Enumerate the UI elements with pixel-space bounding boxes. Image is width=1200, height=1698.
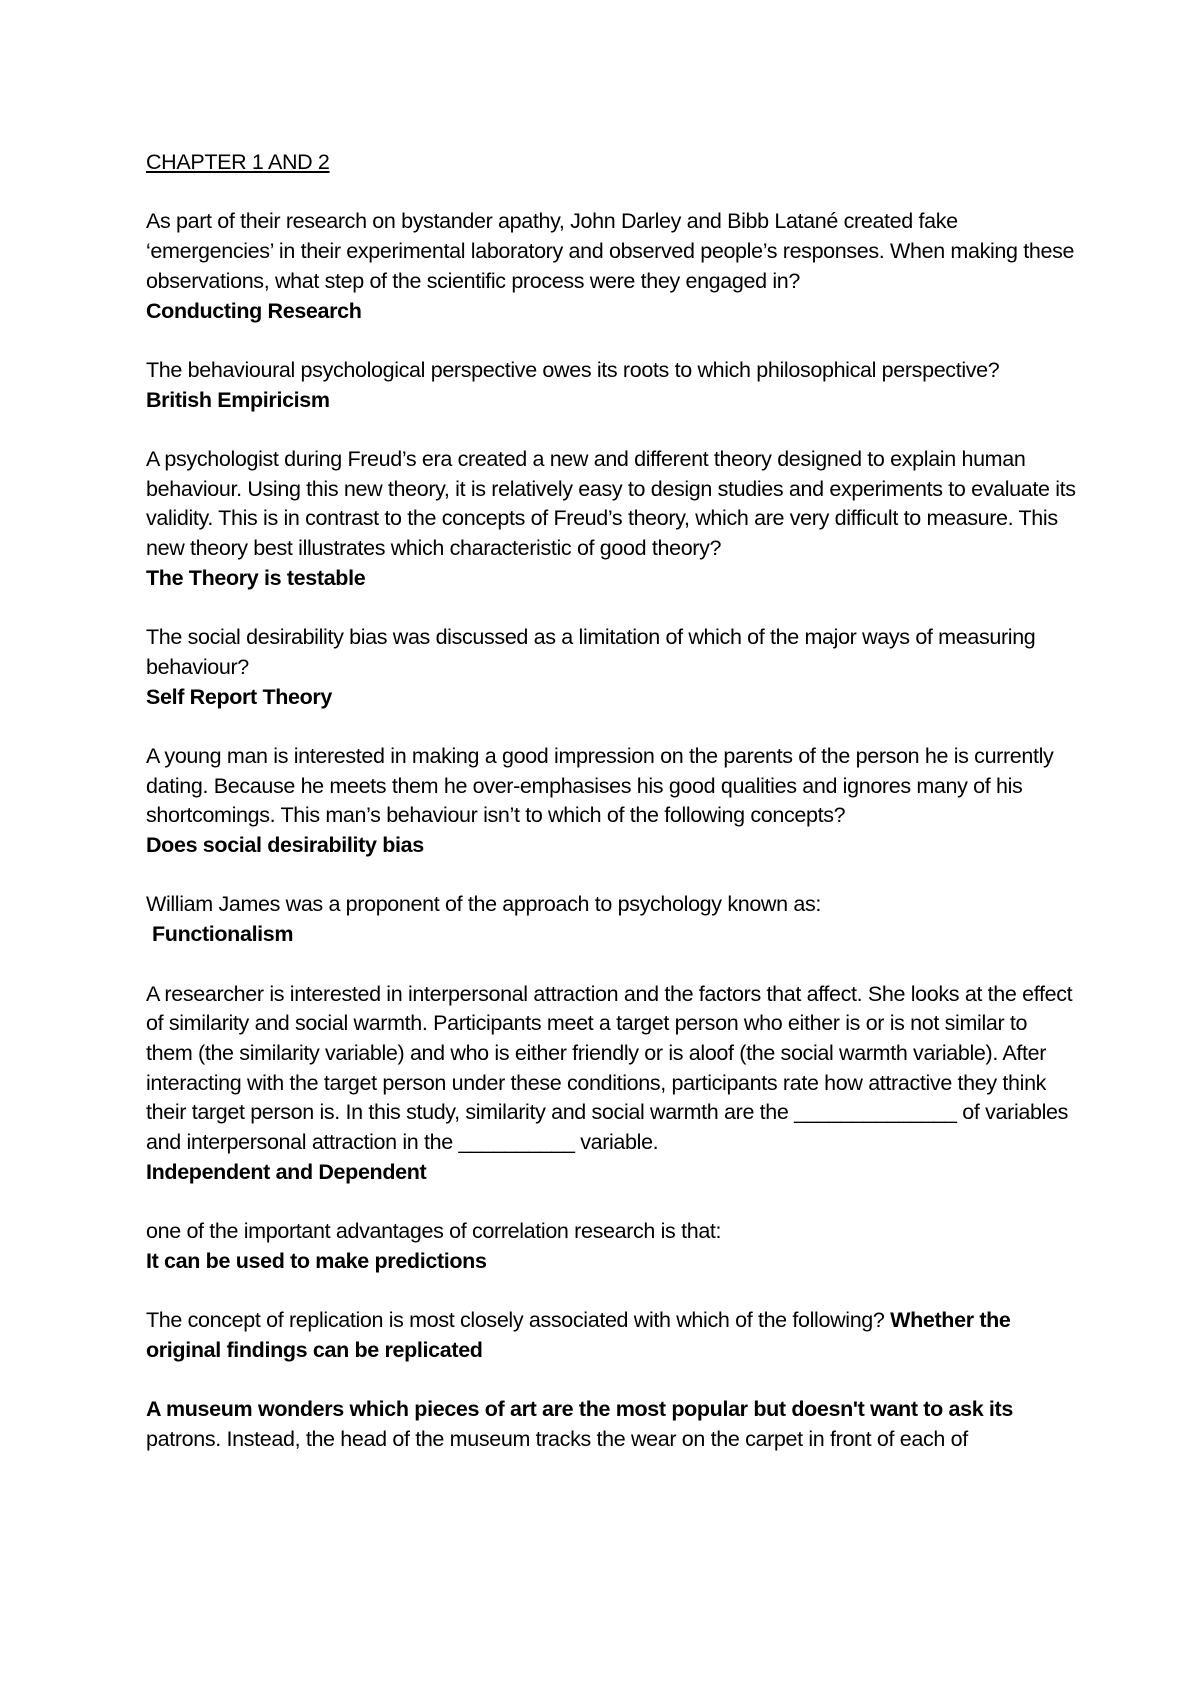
final-paragraph-regular: patrons. Instead, the head of the museum tracks the wear on the carpet in front of each of [146, 1427, 968, 1452]
answer-text: The Theory is testable [146, 565, 366, 590]
document-page [146, 148, 1076, 1484]
answer-text: Self Report Theory [146, 684, 333, 709]
final-paragraph-bold: A museum wonders which pieces of art are the most popular but doesn't want to ask its [146, 1397, 1013, 1422]
answer-text: It can be used to make predictions [146, 1248, 487, 1273]
chapter-title: CHAPTER 1 AND 2 [146, 150, 330, 174]
qa-item-9 [146, 1306, 1076, 1365]
question-text: The concept of replication is most closely associated with which of the following? [146, 1308, 885, 1333]
final-paragraph [146, 1395, 1076, 1454]
answer-text: Conducting Research [146, 298, 362, 323]
qa-item-5 [146, 742, 1076, 861]
answer-text: British Empiricism [146, 387, 330, 412]
question-text: A researcher is interested in interpersonal attraction and the factors that affect. She looks at the effect of similarity and social warmth. Participants meet a target person who either is or is not similar to them (the similarity variable) and who is either friendly or is aloof (the social warmth variable). After interacting with the target person under these conditions, participants rate how attractive they think their target person is. In this study, similarity and social warmth are the ______________ of variables and interpersonal attraction in the __________ variable. [146, 981, 1073, 1155]
question-text: The social desirability bias was discussed as a limitation of which of the major ways of measuring behaviour? [146, 625, 1036, 679]
answer-text: Whether the original findings can be replicated [146, 1308, 1011, 1362]
question-text: A psychologist during Freud’s era created a new and different theory designed to explain human behaviour. Using this new theory, it is relatively easy to design studies and experiments to evaluate its validity. This is in contrast to the concepts of Freud’s theory, which are very difficult to measure. This new theory best illustrates which characteristic of good theory? [146, 446, 1076, 561]
qa-item-3 [146, 445, 1076, 594]
qa-item-1 [146, 207, 1076, 326]
qa-item-4 [146, 623, 1076, 712]
question-text: A young man is interested in making a good impression on the parents of the person he is currently dating. Because he meets them he over-emphasises his good qualities and ignores many of his shortcomings. This man’s behaviour isn’t to which of the following concepts? [146, 743, 1054, 828]
qa-item-8 [146, 1217, 1076, 1276]
question-text: The behavioural psychological perspective owes its roots to which philosophical perspective? [146, 357, 1000, 382]
qa-item-6 [146, 890, 1076, 949]
question-text: one of the important advantages of correlation research is that: [146, 1219, 722, 1244]
question-text: William James was a proponent of the approach to psychology known as: [146, 892, 821, 917]
answer-text: Functionalism [152, 922, 294, 947]
qa-item-7 [146, 980, 1076, 1188]
qa-item-2 [146, 356, 1076, 415]
question-text: As part of their research on bystander apathy, John Darley and Bibb Latané created fake ‘emergencies’ in their experimental laboratory and observed people’s responses. When making these observations, what step of the scientific process were they engaged in? [146, 209, 1075, 293]
answer-text: Does social desirability bias [146, 833, 424, 858]
answer-text: Independent and Dependent [146, 1159, 427, 1184]
